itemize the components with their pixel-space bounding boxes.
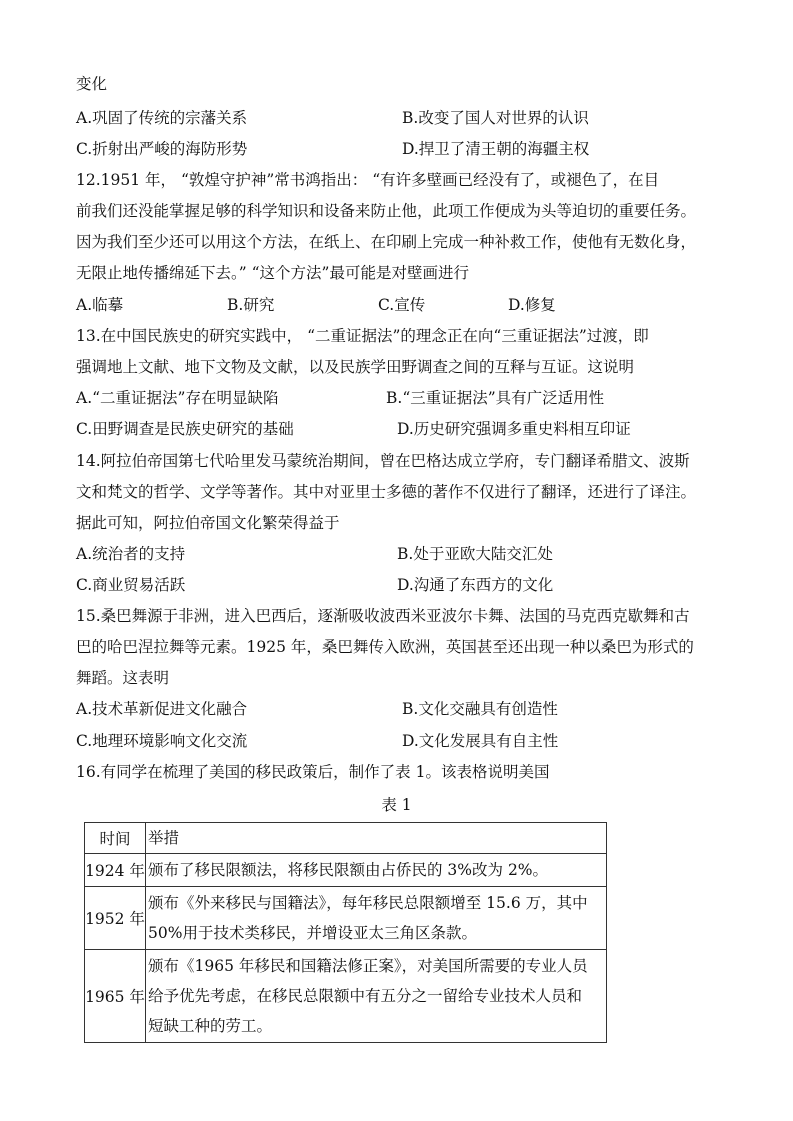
q13-option-c: C.田野调查是民族史研究的基础: [76, 420, 294, 438]
immigration-policy-table: [84, 822, 607, 1043]
q12-line-3: 因为我们至少还可以用这个方法，在纸上、在印刷上完成一种补救工作，使他有无数化身，: [76, 233, 697, 251]
q14-line-2: 文和梵文的哲学、文学等著作。其中对亚里士多德的著作不仅进行了翻译，还进行了译注。: [76, 483, 697, 501]
table-row: [85, 854, 607, 887]
fragment-text: 变化: [76, 75, 108, 93]
q14-option-a: A.统治者的支持: [76, 545, 186, 563]
header-measure: 举措: [146, 823, 607, 854]
q12-line-4: 无限止地传播绵延下去。” “这个方法”最可能是对壁画进行: [76, 264, 469, 282]
table-header-row: [85, 823, 607, 854]
q15-line-2: 巴的哈巴涅拉舞等元素。1925 年，桑巴舞传入欧洲，英国甚至还出现一种以桑巴为形式的: [76, 638, 694, 656]
q15-option-a: A.技术革新促进文化融合: [76, 700, 248, 718]
q12-option-a: A.临摹: [76, 296, 124, 314]
q15-line-1: 15.桑巴舞源于非洲，进入巴西后，逐渐吸收波西米亚波尔卡舞、法国的马克西克歇舞和古: [76, 607, 690, 625]
row-measure-line: 颁布《1965 年移民和国籍法修正案》，对美国所需要的专业人员: [148, 957, 588, 975]
q12-option-c: C.宣传: [378, 296, 426, 314]
q14-option-d: D.沟通了东西方的文化: [397, 576, 554, 594]
q15-option-b: B.文化交融具有创造性: [402, 700, 558, 718]
q12-option-b: B.研究: [227, 296, 275, 314]
row-measure-line: 给予优先考虑，在移民总限额中有五分之一留给专业技术人员和: [148, 987, 583, 1005]
row-measure-line: 50%用于技术类移民，并增设亚太三角区条款。: [148, 924, 477, 942]
q11-option-d: D.捍卫了清王朝的海疆主权: [402, 140, 590, 158]
row-measure: [146, 854, 607, 887]
q11-option-a: A.巩固了传统的宗藩关系: [76, 109, 248, 127]
q15-line-3: 舞蹈。这表明: [76, 669, 170, 687]
q16-line-1: 16.有同学在梳理了美国的移民政策后，制作了表 1。该表格说明美国: [76, 763, 550, 781]
row-measure-line: 颁布了移民限额法，将移民限额由占侨民的 3%改为 2%。: [148, 861, 549, 879]
q11-option-c: C.折射出严峻的海防形势: [76, 140, 248, 158]
row-measure-line: 短缺工种的劳工。: [148, 1017, 273, 1035]
q14-line-3: 据此可知，阿拉伯帝国文化繁荣得益于: [76, 514, 340, 532]
q14-option-b: B.处于亚欧大陆交汇处: [397, 545, 553, 563]
row-measure: [146, 887, 607, 950]
q13-line-2: 强调地上文献、地下文物及文献，以及民族学田野调查之间的互释与互证。这说明: [76, 358, 635, 376]
q13-option-a: A.“二重证据法”存在明显缺陷: [76, 389, 279, 407]
table-row: [85, 950, 607, 1043]
q15-option-c: C.地理环境影响文化交流: [76, 732, 248, 750]
q12-option-d: D.修复: [508, 296, 556, 314]
q13-option-d: D.历史研究强调多重史料相互印证: [397, 420, 631, 438]
q13-option-b: B.“三重证据法”具有广泛适用性: [386, 389, 605, 407]
row-year: 1952 年: [85, 887, 146, 950]
row-year: 1924 年: [85, 854, 146, 887]
q12-line-1: 12.1951 年， “敦煌守护神”常书鸿指出： “有许多壁画已经没有了，或褪色了，在目: [76, 171, 660, 189]
q14-line-1: 14.阿拉伯帝国第七代哈里发马蒙统治期间，曾在巴格达成立学府，专门翻译希腊文、波斯: [76, 452, 690, 470]
q13-line-1: 13.在中国民族史的研究实践中， “二重证据法”的理念正在向“三重证据法”过渡，即: [76, 327, 649, 345]
row-measure-line: 颁布《外来移民与国籍法》，每年移民总限额增至 15.6 万，其中: [148, 894, 588, 912]
header-time: 时间: [85, 823, 146, 854]
q15-option-d: D.文化发展具有自主性: [402, 732, 559, 750]
table-row: [85, 887, 607, 950]
q11-option-b: B.改变了国人对世界的认识: [402, 109, 589, 127]
q12-line-2: 前我们还没能掌握足够的科学知识和设备来防止他，此项工作便成为头等迫切的重要任务。: [76, 202, 697, 220]
table-caption: 表 1: [381, 796, 412, 814]
q14-option-c: C.商业贸易活跃: [76, 576, 186, 594]
row-measure: [146, 950, 607, 1043]
row-year: 1965 年: [85, 950, 146, 1043]
